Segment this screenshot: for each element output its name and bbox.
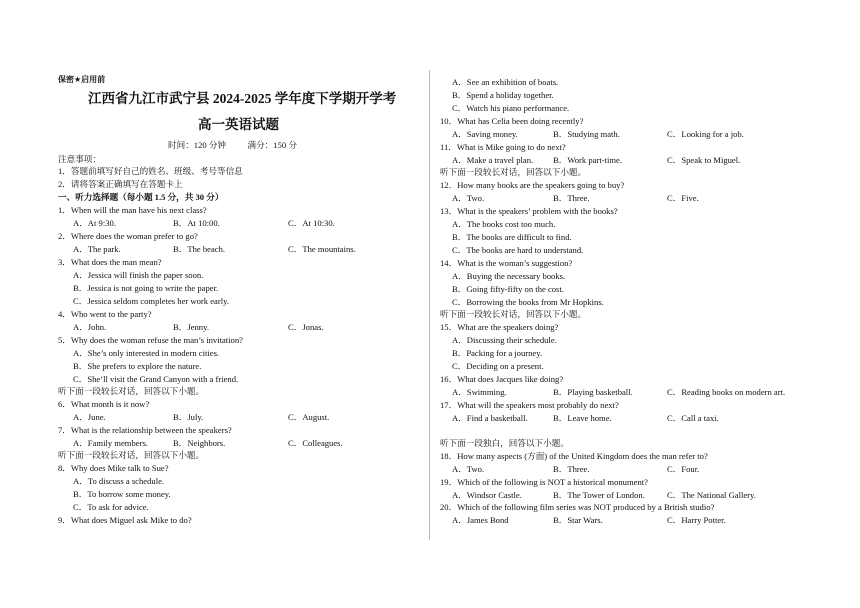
option: C．Speak to Miguel. <box>667 155 741 165</box>
option: B．Spend a holiday together. <box>452 90 554 100</box>
option: A．Buying the necessary books. <box>452 271 566 281</box>
option: B．To borrow some money. <box>73 489 171 499</box>
confidential-mark: 保密★启用前 <box>58 75 106 84</box>
option: B．Studying math. <box>553 129 620 139</box>
option: A．John. <box>73 322 107 332</box>
option: C．At 10:30. <box>288 218 335 228</box>
option: A．The books cost too much. <box>452 219 556 229</box>
question: 4．Who went to the party? <box>58 309 152 319</box>
option: A．James Bond <box>452 515 509 525</box>
option: C．The books are hard to understand. <box>452 245 584 255</box>
option: B．The Tower of London. <box>553 490 645 500</box>
option: C．To ask for advice. <box>73 502 149 512</box>
option: B．Work part-time. <box>553 155 622 165</box>
option: B．Jenny. <box>173 322 209 332</box>
note-item: 1．答题前填写好自己的姓名、班级、考号等信息 <box>58 166 243 176</box>
instruction: 听下面一段较长对话，回答以下小题。 <box>58 450 205 460</box>
question: 16．What does Jacques like doing? <box>440 374 564 384</box>
question: 20．Which of the following film series was NOT produced by a British studio? <box>440 502 715 512</box>
option: A．At 9:30. <box>73 218 116 228</box>
option: B．July. <box>173 412 204 422</box>
question: 2．Where does the woman prefer to go? <box>58 231 198 241</box>
option: A．To discuss a schedule. <box>73 476 165 486</box>
option: A．See an exhibition of boats. <box>452 77 559 87</box>
option: A．Swimming. <box>452 387 507 397</box>
instruction: 听下面一段独白，回答以下小题。 <box>440 438 569 448</box>
option: A．Jessica will finish the paper soon. <box>73 270 204 280</box>
question: 11．What is Mike going to do next? <box>440 142 566 152</box>
question: 10．What has Celia been doing recently? <box>440 116 584 126</box>
option: C．Jessica seldom completes her work early. <box>73 296 229 306</box>
option: B．The books are difficult to find. <box>452 232 572 242</box>
option: B．Packing for a journey. <box>452 348 543 358</box>
option: A．Family members. <box>73 438 148 448</box>
option: C．Reading books on modern art. <box>667 387 786 397</box>
option: A．Windsor Castle. <box>452 490 522 500</box>
option: B．Three. <box>553 464 590 474</box>
option: B．Jessica is not going to write the paper. <box>73 283 219 293</box>
option: B．She prefers to explore the nature. <box>73 361 202 371</box>
option: C．Deciding on a present. <box>452 361 544 371</box>
question: 19．Which of the following is NOT a historical monument? <box>440 477 648 487</box>
option: B．Three. <box>553 193 590 203</box>
option: B．Neighbors. <box>173 438 226 448</box>
option: A．The park. <box>73 244 121 254</box>
option: B．The beach. <box>173 244 226 254</box>
option: A．Two. <box>452 193 485 203</box>
instruction: 听下面一段较长对话，回答以下小题。 <box>440 167 587 177</box>
option: C．Harry Potter. <box>667 515 726 525</box>
question: 18．How many aspects (方面) of the United Kingdom does the man refer to? <box>440 451 708 461</box>
notes-heading: 注意事项： <box>58 154 101 164</box>
question: 7．What is the relationship between the speakers? <box>58 425 232 435</box>
question: 12．How many books are the speakers going to buy? <box>440 180 625 190</box>
exam-subtitle: 高一英语试题 <box>198 117 279 132</box>
note-item: 2．请将答案正确填写在答题卡上 <box>58 179 183 189</box>
option: C．Four. <box>667 464 700 474</box>
column-divider <box>429 70 430 540</box>
question: 6．What month is it now? <box>58 399 150 409</box>
question: 17．What will the speakers most probably do next? <box>440 400 619 410</box>
option: C．The National Gallery. <box>667 490 756 500</box>
question: 1．When will the man have his next class? <box>58 205 207 215</box>
option: C．Colleagues. <box>288 438 343 448</box>
option: A．Find a basketball. <box>452 413 528 423</box>
option: C．She’ll visit the Grand Canyon with a friend. <box>73 374 239 384</box>
option: B．Leave home. <box>553 413 612 423</box>
option: C．Watch his piano performance. <box>452 103 570 113</box>
question: 13．What is the speakers’ problem with the books? <box>440 206 618 216</box>
option: A．Saving money. <box>452 129 518 139</box>
option: B．Star Wars. <box>553 515 603 525</box>
question: 15．What are the speakers doing? <box>440 322 559 332</box>
option: A．Two. <box>452 464 485 474</box>
exam-title: 江西省九江市武宁县 2024-2025 学年度下学期开学考 <box>88 91 397 106</box>
option: C．Call a taxi. <box>667 413 719 423</box>
option: A．Make a travel plan. <box>452 155 534 165</box>
instruction: 听下面一段较长对话，回答以下小题。 <box>440 309 587 319</box>
instruction: 听下面一段较长对话，回答以下小题。 <box>58 386 205 396</box>
option: C．Borrowing the books from Mr Hopkins. <box>452 297 604 307</box>
option: A．Discussing their schedule. <box>452 335 557 345</box>
option: C．The mountains. <box>288 244 356 254</box>
option: C．Looking for a job. <box>667 129 744 139</box>
option: B．At 10:00. <box>173 218 220 228</box>
question: 3．What does the man mean? <box>58 257 162 267</box>
option: B．Going fifty-fifty on the cost. <box>452 284 564 294</box>
option: C．Jonas. <box>288 322 324 332</box>
option: C．Five. <box>667 193 699 203</box>
time-info: 时间：120 分钟 满分：150 分 <box>168 140 297 150</box>
question: 14．What is the woman’s suggestion? <box>440 258 573 268</box>
option: A．June. <box>73 412 106 422</box>
option: B．Playing basketball. <box>553 387 633 397</box>
question: 8．Why does Mike talk to Sue? <box>58 463 169 473</box>
question: 5．Why does the woman refuse the man’s invitation? <box>58 335 243 345</box>
section-heading: 一、听力选择题（每小题 1.5 分，共 30 分） <box>58 192 224 202</box>
question: 9．What does Miguel ask Mike to do? <box>58 515 192 525</box>
option: A．She’s only interested in modern cities. <box>73 348 220 358</box>
option: C．August. <box>288 412 330 422</box>
